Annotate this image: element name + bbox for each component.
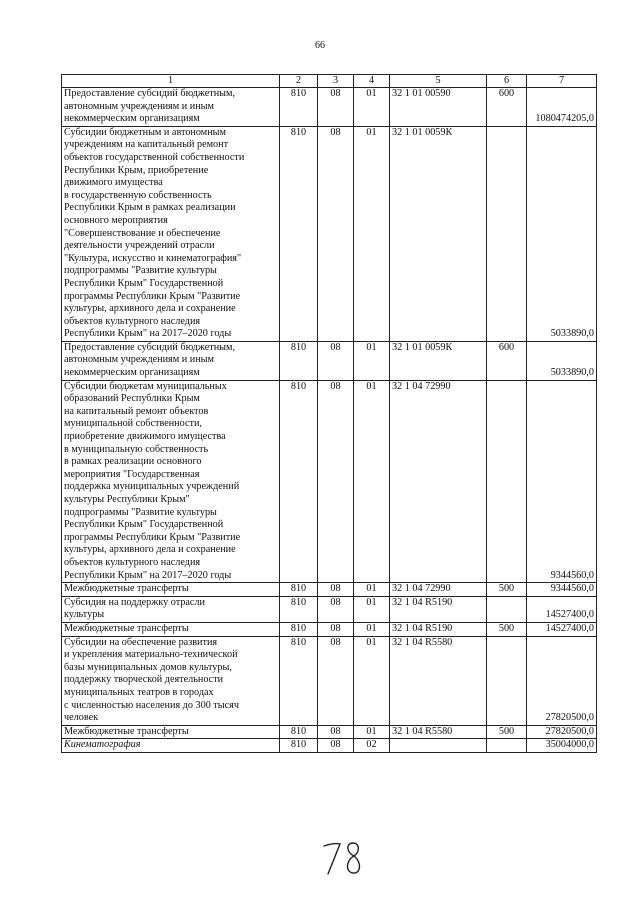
row-code-cell: 32 1 04 R5190: [390, 622, 487, 636]
row-sum-cell: 14527400,0: [527, 622, 597, 636]
row-col2-cell: 810: [280, 583, 318, 597]
row-col2-cell: 810: [280, 622, 318, 636]
header-cell: 3: [318, 75, 354, 88]
row-col3-cell: 08: [318, 380, 354, 583]
header-cell: 6: [487, 75, 527, 88]
row-col6-cell: [487, 596, 527, 622]
row-sum-cell: 27820500,0: [527, 725, 597, 739]
handwritten-page-mark: [320, 838, 368, 878]
row-sum-cell: 5033890,0: [527, 341, 597, 380]
row-col6-cell: [487, 636, 527, 725]
table-row: [62, 622, 597, 636]
row-name-cell: Предоставление субсидий бюджетным, автономным учреждениям и иным некоммерческим организациям: [62, 341, 280, 380]
table-row: [62, 126, 597, 341]
row-name-cell: Межбюджетные трансферты: [62, 583, 280, 597]
row-col2-cell: 810: [280, 636, 318, 725]
table-row: [62, 583, 597, 597]
row-col2-cell: 810: [280, 725, 318, 739]
row-col2-cell: 810: [280, 88, 318, 127]
row-code-cell: 32 1 01 00590: [390, 88, 487, 127]
row-code-cell: 32 1 01 0059К: [390, 126, 487, 341]
table-row: [62, 380, 597, 583]
row-code-cell: 32 1 04 72990: [390, 380, 487, 583]
row-col2-cell: 810: [280, 380, 318, 583]
row-col3-cell: 08: [318, 739, 354, 753]
row-sum-cell: 5033890,0: [527, 126, 597, 341]
row-col3-cell: 08: [318, 88, 354, 127]
row-sum-cell: 27820500,0: [527, 636, 597, 725]
row-code-cell: 32 1 01 0059К: [390, 341, 487, 380]
row-name-cell: Межбюджетные трансферты: [62, 725, 280, 739]
row-col4-cell: 01: [354, 725, 390, 739]
row-col2-cell: 810: [280, 126, 318, 341]
table-row: [62, 88, 597, 127]
row-col3-cell: 08: [318, 622, 354, 636]
table-row: [62, 725, 597, 739]
row-name-cell: Субсидия на поддержку отрасли культуры: [62, 596, 280, 622]
row-col4-cell: 01: [354, 636, 390, 725]
row-col3-cell: 08: [318, 583, 354, 597]
header-cell: 5: [390, 75, 487, 88]
row-col6-cell: 600: [487, 88, 527, 127]
header-cell: 1: [62, 75, 280, 88]
row-col4-cell: 01: [354, 596, 390, 622]
row-col2-cell: 810: [280, 341, 318, 380]
row-sum-cell: 1080474205,0: [527, 88, 597, 127]
row-name-cell: Субсидии бюджетным и автономным учреждениям на капитальный ремонт объектов государственной собственности Республики Крым, приобретение движимого имущества в государственную собственность Республики Крым в рамках реализации основного мероприятия "Совершенствование и обеспечение деятельности учреждений отрасли "Культура, искусство и кинематография" подпрограммы "Развитие культуры Республики Крым" Государственной программы Республики Крым "Развитие культуры, архивного дела и сохранение объектов культурного наследия Республики Крым" на 2017–2020 годы: [62, 126, 280, 341]
row-col4-cell: 02: [354, 739, 390, 753]
header-cell: 4: [354, 75, 390, 88]
row-col4-cell: 01: [354, 380, 390, 583]
table-row: [62, 739, 597, 753]
row-col4-cell: 01: [354, 126, 390, 341]
row-sum-cell: 35004000,0: [527, 739, 597, 753]
row-code-cell: [390, 739, 487, 753]
row-col6-cell: [487, 126, 527, 341]
row-col6-cell: 600: [487, 341, 527, 380]
table-row: [62, 341, 597, 380]
row-name-cell: Субсидии на обеспечение развития и укрепления материально-технической базы муниципальных домов культуры, поддержку творческой деятельности муниципальных театров в городах с численностью населения до 300 тысяч человек: [62, 636, 280, 725]
table-row: [62, 636, 597, 725]
row-col6-cell: 500: [487, 622, 527, 636]
row-name-cell: Кинематография: [62, 739, 280, 753]
row-sum-cell: 9344560,0: [527, 583, 597, 597]
row-name-cell: Предоставление субсидий бюджетным, автономным учреждениям и иным некоммерческим организациям: [62, 88, 280, 127]
row-col3-cell: 08: [318, 725, 354, 739]
row-sum-cell: 14527400,0: [527, 596, 597, 622]
row-col6-cell: 500: [487, 725, 527, 739]
header-cell: 7: [527, 75, 597, 88]
row-code-cell: 32 1 04 72990: [390, 583, 487, 597]
row-col6-cell: [487, 739, 527, 753]
budget-table: [61, 74, 597, 753]
row-col3-cell: 08: [318, 341, 354, 380]
row-name-cell: Субсидии бюджетам муниципальных образований Республики Крым на капитальный ремонт объектов муниципальной собственности, приобретение движимого имущества в муниципальную собственность в рамках реализации основного мероприятия "Государственная поддержка муниципальных учреждений культуры Республики Крым" подпрограммы "Развитие культуры Республики Крым" Государственной программы Республики Крым "Развитие культуры, архивного дела и сохранение объектов культурного наследия Республики Крым" на 2017–2020 годы: [62, 380, 280, 583]
row-col3-cell: 08: [318, 596, 354, 622]
header-cell: 2: [280, 75, 318, 88]
row-col2-cell: 810: [280, 739, 318, 753]
table-row: [62, 596, 597, 622]
row-name-cell: Межбюджетные трансферты: [62, 622, 280, 636]
row-sum-cell: 9344560,0: [527, 380, 597, 583]
row-col3-cell: 08: [318, 126, 354, 341]
row-col4-cell: 01: [354, 341, 390, 380]
row-col6-cell: [487, 380, 527, 583]
row-code-cell: 32 1 04 R5190: [390, 596, 487, 622]
row-col4-cell: 01: [354, 583, 390, 597]
row-code-cell: 32 1 04 R5580: [390, 725, 487, 739]
row-col4-cell: 01: [354, 622, 390, 636]
row-col2-cell: 810: [280, 596, 318, 622]
table-header-row: [62, 75, 597, 88]
row-code-cell: 32 1 04 R5580: [390, 636, 487, 725]
row-col3-cell: 08: [318, 636, 354, 725]
page-number: 66: [315, 40, 325, 51]
row-col6-cell: 500: [487, 583, 527, 597]
row-col4-cell: 01: [354, 88, 390, 127]
